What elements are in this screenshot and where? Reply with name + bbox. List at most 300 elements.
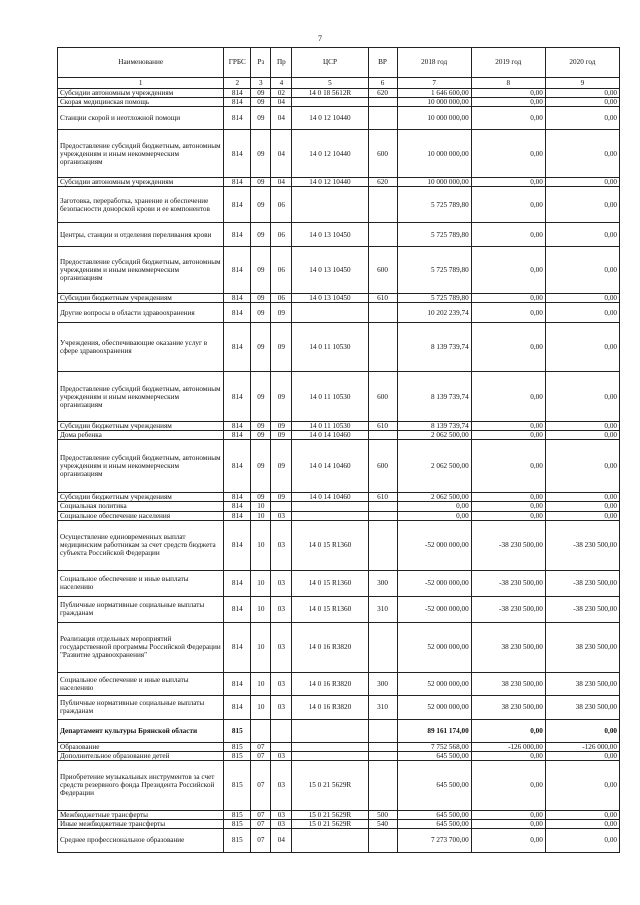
rz-cell: 09 [251,223,271,247]
column-header: ЦСР [292,48,368,78]
grbs-cell: 814 [224,502,251,511]
rz-cell: 09 [251,303,271,323]
column-header: ГРБС [224,48,251,78]
csr-cell [292,751,368,760]
pr-cell: 03 [271,596,292,622]
year-2020-cell: 0,00 [545,223,619,247]
name-cell: Социальное обеспечение населения [58,511,224,520]
vr-cell: 610 [368,493,397,502]
name-cell: Предоставление субсидий бюджетным, автономным учреждениям и иным некоммерческим организациям [58,247,224,294]
csr-cell: 14 0 18 5612R [292,89,368,98]
table-header-row [58,48,620,78]
csr-cell [292,187,368,223]
column-header: 2018 год [397,48,471,78]
rz-cell: 09 [251,493,271,502]
grbs-cell: 814 [224,695,251,719]
name-cell: Публичные нормативные социальные выплаты гражданам [58,695,224,719]
rz-cell: 09 [251,130,271,178]
year-2019-cell: 38 230 500,00 [471,672,545,695]
year-2018-cell: 2 062 500,00 [397,493,471,502]
csr-cell [292,828,368,852]
year-2020-cell: 0,00 [545,719,619,742]
vr-cell: 600 [368,440,397,493]
name-cell: Осуществление единовременных выплат медицинским работникам за счет средств бюджета субъекта Российской Федерации [58,520,224,570]
grbs-cell: 814 [224,130,251,178]
pr-cell [271,742,292,751]
year-2019-cell: 38 230 500,00 [471,695,545,719]
column-number: 6 [368,78,397,89]
name-cell: Субсидии бюджетным учреждениям [58,493,224,502]
year-2019-cell: 0,00 [471,303,545,323]
rz-cell: 09 [251,187,271,223]
grbs-cell: 814 [224,511,251,520]
grbs-cell: 814 [224,622,251,672]
rz-cell: 09 [251,440,271,493]
csr-cell: 14 0 13 10450 [292,223,368,247]
name-cell: Социальное обеспечение и иные выплаты населению [58,672,224,695]
vr-cell [368,622,397,672]
pr-cell: 03 [271,810,292,819]
csr-cell: 14 0 16 R3820 [292,622,368,672]
csr-cell: 14 0 12 10440 [292,178,368,187]
column-number: 9 [545,78,619,89]
table-row [58,493,620,502]
pr-cell: 09 [271,303,292,323]
year-2020-cell: 0,00 [545,323,619,372]
csr-cell: 14 0 15 R1360 [292,596,368,622]
csr-cell [292,502,368,511]
csr-cell: 14 0 11 10530 [292,422,368,431]
grbs-cell: 814 [224,303,251,323]
year-2019-cell: 0,00 [471,187,545,223]
grbs-cell: 815 [224,819,251,828]
year-2020-cell: 0,00 [545,810,619,819]
grbs-cell: 815 [224,828,251,852]
csr-cell: 14 0 14 10460 [292,440,368,493]
year-2018-cell: 7 752 568,00 [397,742,471,751]
csr-cell: 14 0 11 10530 [292,372,368,422]
vr-cell [368,323,397,372]
pr-cell: 04 [271,98,292,107]
year-2018-cell: 645 500,00 [397,760,471,810]
table-row [58,719,620,742]
table-row [58,223,620,247]
pr-cell: 03 [271,622,292,672]
table-row [58,520,620,570]
rz-cell: 09 [251,431,271,440]
rz-cell: 09 [251,247,271,294]
column-number: 3 [251,78,271,89]
year-2020-cell: 0,00 [545,98,619,107]
column-header: 2020 год [545,48,619,78]
name-cell: Субсидии автономным учреждениям [58,89,224,98]
rz-cell: 09 [251,89,271,98]
grbs-cell: 814 [224,570,251,596]
column-number: 8 [471,78,545,89]
year-2018-cell: 8 139 739,74 [397,372,471,422]
year-2018-cell: 2 062 500,00 [397,431,471,440]
year-2019-cell: 0,00 [471,819,545,828]
year-2018-cell: 10 000 000,00 [397,178,471,187]
pr-cell: 03 [271,511,292,520]
vr-cell [368,511,397,520]
name-cell: Социальное обеспечение и иные выплаты населению [58,570,224,596]
pr-cell: 03 [271,520,292,570]
table-row [58,294,620,303]
year-2019-cell: 0,00 [471,294,545,303]
year-2019-cell: 38 230 500,00 [471,622,545,672]
grbs-cell: 815 [224,719,251,742]
year-2020-cell: 0,00 [545,493,619,502]
rz-cell: 07 [251,760,271,810]
column-header: ВР [368,48,397,78]
column-number-row [58,78,620,89]
year-2020-cell: 0,00 [545,511,619,520]
grbs-cell: 815 [224,742,251,751]
grbs-cell: 814 [224,223,251,247]
rz-cell: 09 [251,294,271,303]
year-2019-cell: 0,00 [471,223,545,247]
grbs-cell: 814 [224,107,251,130]
vr-cell: 600 [368,130,397,178]
vr-cell [368,760,397,810]
name-cell: Публичные нормативные социальные выплаты гражданам [58,596,224,622]
year-2020-cell: 0,00 [545,130,619,178]
year-2018-cell: 645 500,00 [397,819,471,828]
table-row [58,819,620,828]
year-2019-cell: 0,00 [471,502,545,511]
table-row [58,107,620,130]
table-row [58,502,620,511]
year-2020-cell: 0,00 [545,431,619,440]
pr-cell: 03 [271,695,292,719]
table-row [58,178,620,187]
table-row [58,828,620,852]
vr-cell: 620 [368,178,397,187]
table-row [58,742,620,751]
name-cell: Департамент культуры Брянской области [58,719,224,742]
rz-cell: 10 [251,596,271,622]
year-2020-cell: 0,00 [545,502,619,511]
vr-cell: 600 [368,372,397,422]
year-2018-cell: 5 725 789,80 [397,247,471,294]
column-number: 5 [292,78,368,89]
rz-cell: 10 [251,520,271,570]
name-cell: Дома ребенка [58,431,224,440]
grbs-cell: 814 [224,596,251,622]
name-cell: Дополнительное образование детей [58,751,224,760]
pr-cell: 03 [271,672,292,695]
grbs-cell: 815 [224,810,251,819]
grbs-cell: 814 [224,323,251,372]
rz-cell: 09 [251,98,271,107]
year-2018-cell: 5 725 789,80 [397,294,471,303]
name-cell: Центры, станции и отделения переливания крови [58,223,224,247]
table-row [58,247,620,294]
grbs-cell: 815 [224,751,251,760]
year-2018-cell: 10 000 000,00 [397,130,471,178]
year-2019-cell: -126 000,00 [471,742,545,751]
year-2018-cell: 645 500,00 [397,751,471,760]
vr-cell: 610 [368,422,397,431]
grbs-cell: 814 [224,247,251,294]
name-cell: Реализация отдельных мероприятий государственной программы Российской Федерации "Развитие здравоохранения" [58,622,224,672]
grbs-cell: 814 [224,672,251,695]
pr-cell: 09 [271,431,292,440]
vr-cell [368,303,397,323]
rz-cell: 09 [251,323,271,372]
rz-cell: 07 [251,810,271,819]
name-cell: Субсидии автономным учреждениям [58,178,224,187]
vr-cell: 600 [368,247,397,294]
year-2019-cell: -38 230 500,00 [471,520,545,570]
year-2020-cell: 0,00 [545,294,619,303]
pr-cell: 03 [271,819,292,828]
year-2019-cell: 0,00 [471,440,545,493]
vr-cell [368,107,397,130]
year-2018-cell: 10 202 239,74 [397,303,471,323]
year-2020-cell: 0,00 [545,422,619,431]
year-2019-cell: 0,00 [471,89,545,98]
grbs-cell: 814 [224,98,251,107]
csr-cell: 14 0 13 10450 [292,294,368,303]
name-cell: Скорая медицинская помощь [58,98,224,107]
year-2020-cell: -38 230 500,00 [545,596,619,622]
table-row [58,422,620,431]
csr-cell [292,303,368,323]
year-2020-cell: 0,00 [545,187,619,223]
vr-cell: 610 [368,294,397,303]
table-row [58,187,620,223]
name-cell: Предоставление субсидий бюджетным, автономным учреждениям и иным некоммерческим организациям [58,440,224,493]
grbs-cell: 814 [224,431,251,440]
rz-cell: 09 [251,422,271,431]
vr-cell [368,431,397,440]
grbs-cell: 815 [224,760,251,810]
vr-cell: 540 [368,819,397,828]
vr-cell [368,223,397,247]
vr-cell: 500 [368,810,397,819]
column-header: Рз [251,48,271,78]
year-2020-cell: 0,00 [545,178,619,187]
table-row [58,98,620,107]
csr-cell: 14 0 16 R3820 [292,672,368,695]
year-2018-cell: 5 725 789,80 [397,223,471,247]
year-2019-cell: 0,00 [471,760,545,810]
rz-cell: 07 [251,742,271,751]
budget-table-body [58,48,620,853]
pr-cell: 06 [271,223,292,247]
pr-cell: 09 [271,493,292,502]
csr-cell: 14 0 15 R1360 [292,570,368,596]
year-2019-cell: 0,00 [471,751,545,760]
year-2018-cell: 52 000 000,00 [397,695,471,719]
name-cell: Учреждения, обеспечивающие оказание услуг в сфере здравоохранения [58,323,224,372]
name-cell: Среднее профессиональное образование [58,828,224,852]
name-cell: Социальная политика [58,502,224,511]
name-cell: Образование [58,742,224,751]
year-2018-cell: -52 000 000,00 [397,520,471,570]
year-2019-cell: -38 230 500,00 [471,570,545,596]
year-2018-cell: 10 000 000,00 [397,107,471,130]
csr-cell [292,511,368,520]
rz-cell: 10 [251,672,271,695]
year-2020-cell: 0,00 [545,372,619,422]
pr-cell [271,502,292,511]
name-cell: Предоставление субсидий бюджетным, автономным учреждениям и иным некоммерческим организациям [58,372,224,422]
year-2020-cell: -38 230 500,00 [545,520,619,570]
year-2019-cell: 0,00 [471,178,545,187]
name-cell: Станции скорой и неотложной помощи [58,107,224,130]
year-2018-cell: 10 000 000,00 [397,98,471,107]
year-2018-cell: 7 273 700,00 [397,828,471,852]
csr-cell: 15 0 21 5629R [292,810,368,819]
year-2018-cell: -52 000 000,00 [397,596,471,622]
table-row [58,323,620,372]
year-2019-cell: 0,00 [471,810,545,819]
column-header: 2019 год [471,48,545,78]
csr-cell: 14 0 14 10460 [292,431,368,440]
table-row [58,751,620,760]
table-row [58,760,620,810]
rz-cell: 09 [251,178,271,187]
year-2019-cell: 0,00 [471,511,545,520]
grbs-cell: 814 [224,520,251,570]
year-2019-cell: 0,00 [471,107,545,130]
year-2020-cell: 38 230 500,00 [545,695,619,719]
year-2018-cell: 0,00 [397,511,471,520]
vr-cell: 300 [368,570,397,596]
pr-cell: 06 [271,294,292,303]
year-2020-cell: 0,00 [545,760,619,810]
vr-cell: 310 [368,695,397,719]
name-cell: Другие вопросы в области здравоохранения [58,303,224,323]
year-2019-cell: 0,00 [471,130,545,178]
year-2020-cell: 0,00 [545,247,619,294]
csr-cell: 14 0 15 R1360 [292,520,368,570]
year-2019-cell: 0,00 [471,422,545,431]
name-cell: Иные межбюджетные трансферты [58,819,224,828]
table-row [58,511,620,520]
year-2018-cell: 8 139 739,74 [397,422,471,431]
pr-cell: 04 [271,130,292,178]
pr-cell: 04 [271,178,292,187]
table-row [58,622,620,672]
table-row [58,695,620,719]
year-2018-cell: 645 500,00 [397,810,471,819]
column-header: Наименование [58,48,224,78]
pr-cell: 09 [271,372,292,422]
name-cell: Заготовка, переработка, хранение и обеспечение безопасности донорской крови и ее компонентов [58,187,224,223]
csr-cell [292,719,368,742]
table-row [58,810,620,819]
pr-cell: 09 [271,323,292,372]
csr-cell: 14 0 13 10450 [292,247,368,294]
rz-cell: 10 [251,622,271,672]
rz-cell: 10 [251,502,271,511]
column-header: Пр [271,48,292,78]
year-2019-cell: 0,00 [471,493,545,502]
year-2018-cell: 52 000 000,00 [397,672,471,695]
table-row [58,440,620,493]
pr-cell: 06 [271,247,292,294]
name-cell: Приобретение музыкальных инструментов за счет средств резервного фонда Президента Российской Федерации [58,760,224,810]
rz-cell: 10 [251,570,271,596]
year-2020-cell: 38 230 500,00 [545,622,619,672]
csr-cell [292,98,368,107]
name-cell: Субсидии бюджетным учреждениям [58,294,224,303]
csr-cell: 14 0 11 10530 [292,323,368,372]
pr-cell: 06 [271,187,292,223]
year-2020-cell: 38 230 500,00 [545,672,619,695]
pr-cell: 03 [271,570,292,596]
year-2019-cell: 0,00 [471,98,545,107]
year-2020-cell: 0,00 [545,751,619,760]
name-cell: Межбюджетные трансферты [58,810,224,819]
csr-cell [292,742,368,751]
year-2018-cell: -52 000 000,00 [397,570,471,596]
table-row [58,372,620,422]
pr-cell: 03 [271,751,292,760]
year-2019-cell: 0,00 [471,828,545,852]
table-row [58,89,620,98]
grbs-cell: 814 [224,493,251,502]
year-2020-cell: 0,00 [545,107,619,130]
csr-cell: 14 0 16 R3820 [292,695,368,719]
csr-cell: 14 0 14 10460 [292,493,368,502]
vr-cell: 620 [368,89,397,98]
name-cell: Предоставление субсидий бюджетным, автономным учреждениям и иным некоммерческим организациям [58,130,224,178]
vr-cell: 300 [368,672,397,695]
table-row [58,303,620,323]
year-2018-cell: 8 139 739,74 [397,323,471,372]
year-2018-cell: 2 062 500,00 [397,440,471,493]
page-number: 7 [318,34,322,43]
vr-cell [368,828,397,852]
budget-table [57,47,620,853]
year-2020-cell: 0,00 [545,89,619,98]
year-2020-cell: -126 000,00 [545,742,619,751]
grbs-cell: 814 [224,440,251,493]
year-2018-cell: 52 000 000,00 [397,622,471,672]
year-2019-cell: 0,00 [471,323,545,372]
grbs-cell: 814 [224,187,251,223]
vr-cell [368,502,397,511]
rz-cell: 07 [251,819,271,828]
year-2020-cell: 0,00 [545,440,619,493]
csr-cell: 14 0 12 10440 [292,130,368,178]
year-2020-cell: 0,00 [545,819,619,828]
grbs-cell: 814 [224,294,251,303]
vr-cell [368,187,397,223]
column-number: 7 [397,78,471,89]
column-number: 2 [224,78,251,89]
column-number: 4 [271,78,292,89]
pr-cell: 09 [271,440,292,493]
table-row [58,672,620,695]
grbs-cell: 814 [224,178,251,187]
pr-cell: 04 [271,107,292,130]
table-row [58,431,620,440]
csr-cell: 15 0 21 5629R [292,760,368,810]
pr-cell: 02 [271,89,292,98]
grbs-cell: 814 [224,372,251,422]
year-2019-cell: 0,00 [471,372,545,422]
vr-cell [368,98,397,107]
rz-cell: 09 [251,107,271,130]
year-2020-cell: 0,00 [545,828,619,852]
year-2019-cell: 0,00 [471,247,545,294]
